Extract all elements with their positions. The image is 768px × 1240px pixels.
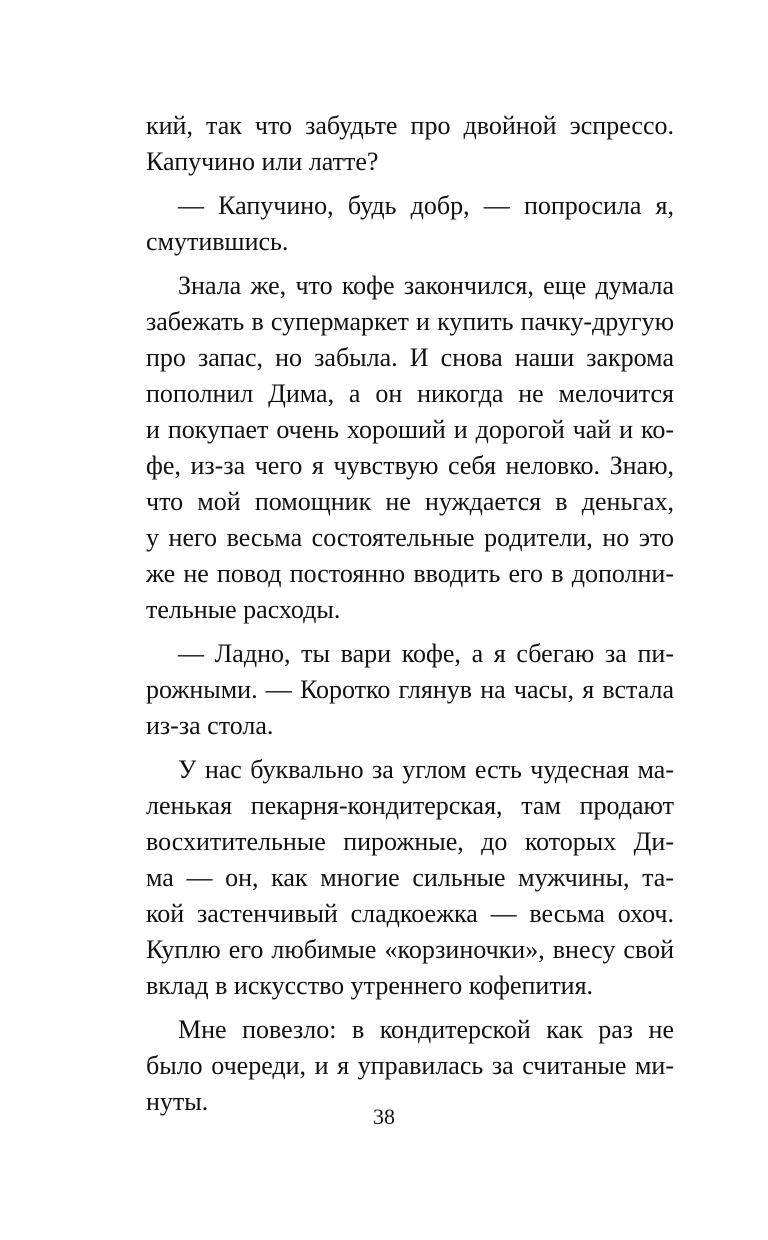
text-line: ма — он, как многие сильные мужчины, та- — [146, 863, 674, 892]
text-line: нуты. — [146, 1087, 209, 1116]
text-line: У нас буквально за углом есть чудесная ма- — [178, 755, 674, 784]
paragraph-gap — [146, 180, 674, 188]
text-line: что мой помощник не нуждается в деньгах, — [146, 487, 674, 516]
text-line: ленькая пекарня-кондитерская, там продают — [146, 791, 674, 820]
text-line: и покупает очень хороший и дорогой чай и ко- — [146, 415, 674, 444]
text-line: смутившись. — [146, 227, 289, 256]
text-line: — Капучино, будь добр, — попросила я, — [178, 191, 674, 220]
text-line: Куплю его любимые «корзиночки», внесу свой — [146, 935, 674, 964]
text-line: забежать в супермаркет и купить пачку-другую — [146, 307, 674, 336]
text-line: пополнил Дима, а он никогда не мелочится — [146, 379, 674, 408]
text-line: тельные расходы. — [146, 595, 341, 624]
text-line: про запас, но забыла. И снова наши закрома — [146, 343, 674, 372]
paragraph-gap — [146, 628, 674, 636]
text-line: — Ладно, ты вари кофе, а я сбегаю за пи- — [178, 639, 674, 668]
text-line: у него весьма состоятельные родители, но это — [146, 523, 674, 552]
text-line: Капучино или латте? — [146, 147, 379, 176]
text-line: кий, так что забудьте про двойной эспрессо. — [146, 111, 674, 140]
text-line: рожными. — Коротко глянув на часы, я встала — [146, 675, 674, 704]
paragraph-gap — [146, 1004, 674, 1012]
text-line: было очереди, и я управилась за считаные ми- — [146, 1051, 674, 1080]
text-line: вклад в искусство утреннего кофепития. — [146, 971, 594, 1000]
text-line: Знала же, что кофе закончился, еще думала — [178, 271, 674, 300]
body-text — [146, 108, 674, 1120]
text-line: кой застенчивый сладкоежка — весьма охоч. — [146, 899, 674, 928]
text-line: же не повод постоянно вводить его в дополни- — [146, 559, 674, 588]
text-line: фе, из-за чего я чувствую себя неловко. Знаю, — [146, 451, 674, 480]
paragraph-gap — [146, 260, 674, 268]
page-number: 38 — [373, 1104, 395, 1129]
text-line: Мне повезло: в кондитерской как раз не — [178, 1015, 674, 1044]
text-line: восхитительные пирожные, до которых Ди- — [146, 827, 674, 856]
paragraph-gap — [146, 744, 674, 752]
text-line: из-за стола. — [146, 711, 274, 740]
